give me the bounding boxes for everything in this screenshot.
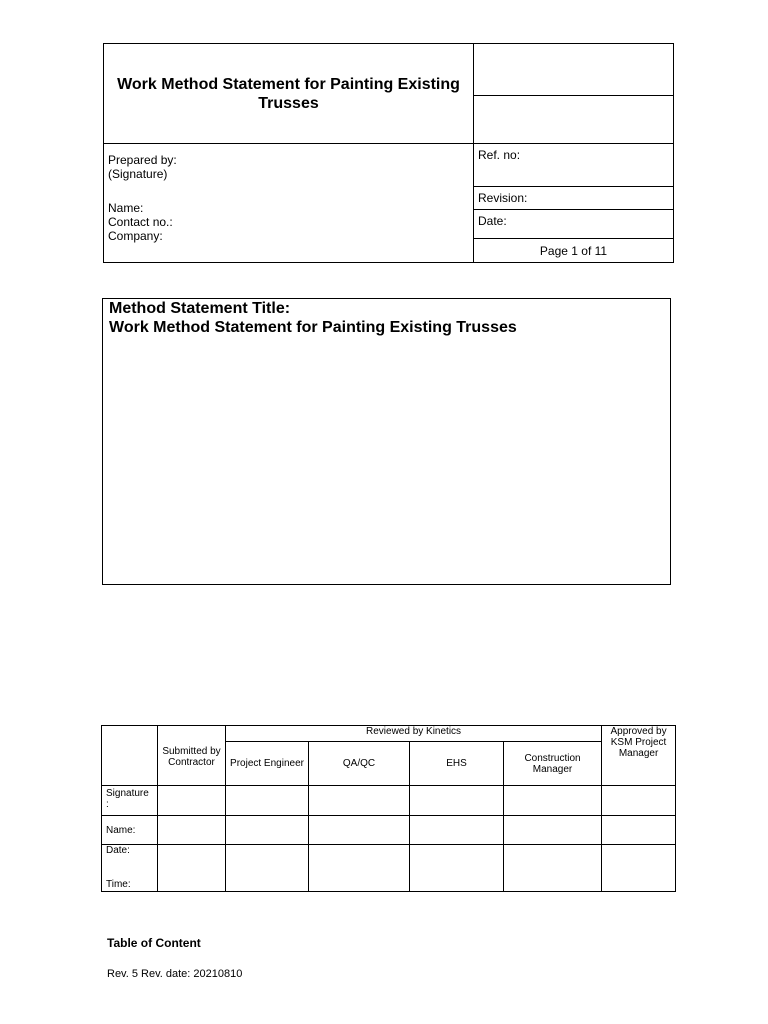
method-statement-box xyxy=(102,298,671,585)
company-label: Company: xyxy=(108,229,163,243)
table-of-content-heading: Table of Content xyxy=(107,936,201,950)
role-ehs: EHS xyxy=(410,742,504,786)
approved-by-header: Approved by KSM Project Manager xyxy=(602,726,676,786)
signature-label: (Signature) xyxy=(108,167,168,181)
table-row xyxy=(102,845,676,892)
date-label: Date: xyxy=(474,210,674,239)
date-row-label: Date: xyxy=(106,845,130,856)
reviewed-by-header: Reviewed by Kinetics xyxy=(226,726,602,742)
ref-no-label: Ref. no: xyxy=(474,144,674,187)
prepared-by-cell xyxy=(104,144,474,263)
document-header-table xyxy=(103,43,674,263)
method-statement-label: Method Statement Title: xyxy=(109,300,291,317)
role-qa-qc: QA/QC xyxy=(309,742,410,786)
signature-row-label: Signature : xyxy=(102,786,158,816)
contact-label: Contact no.: xyxy=(108,215,173,229)
date-time-cell xyxy=(102,845,158,892)
document-title: Work Method Statement for Painting Existing Trusses xyxy=(104,44,474,144)
revision-info: Rev. 5 Rev. date: 20210810 xyxy=(107,968,243,980)
table-row xyxy=(102,816,676,845)
table-row xyxy=(102,786,676,816)
role-construction-manager: Construction Manager xyxy=(504,742,602,786)
approval-table xyxy=(101,725,676,892)
method-statement-title: Work Method Statement for Painting Existing Trusses xyxy=(109,319,517,336)
header-blank-cell-1 xyxy=(474,44,674,96)
role-project-engineer: Project Engineer xyxy=(226,742,309,786)
corner-cell xyxy=(102,726,158,786)
submitted-by-header: Submitted by Contractor xyxy=(158,726,226,786)
page-number: Page 1 of 11 xyxy=(474,239,674,263)
prepared-by-label: Prepared by: xyxy=(108,153,177,167)
name-row-label: Name: xyxy=(102,816,158,845)
header-blank-cell-2 xyxy=(474,96,674,144)
revision-label: Revision: xyxy=(474,187,674,210)
time-row-label: Time: xyxy=(106,879,131,890)
name-label: Name: xyxy=(108,201,144,215)
